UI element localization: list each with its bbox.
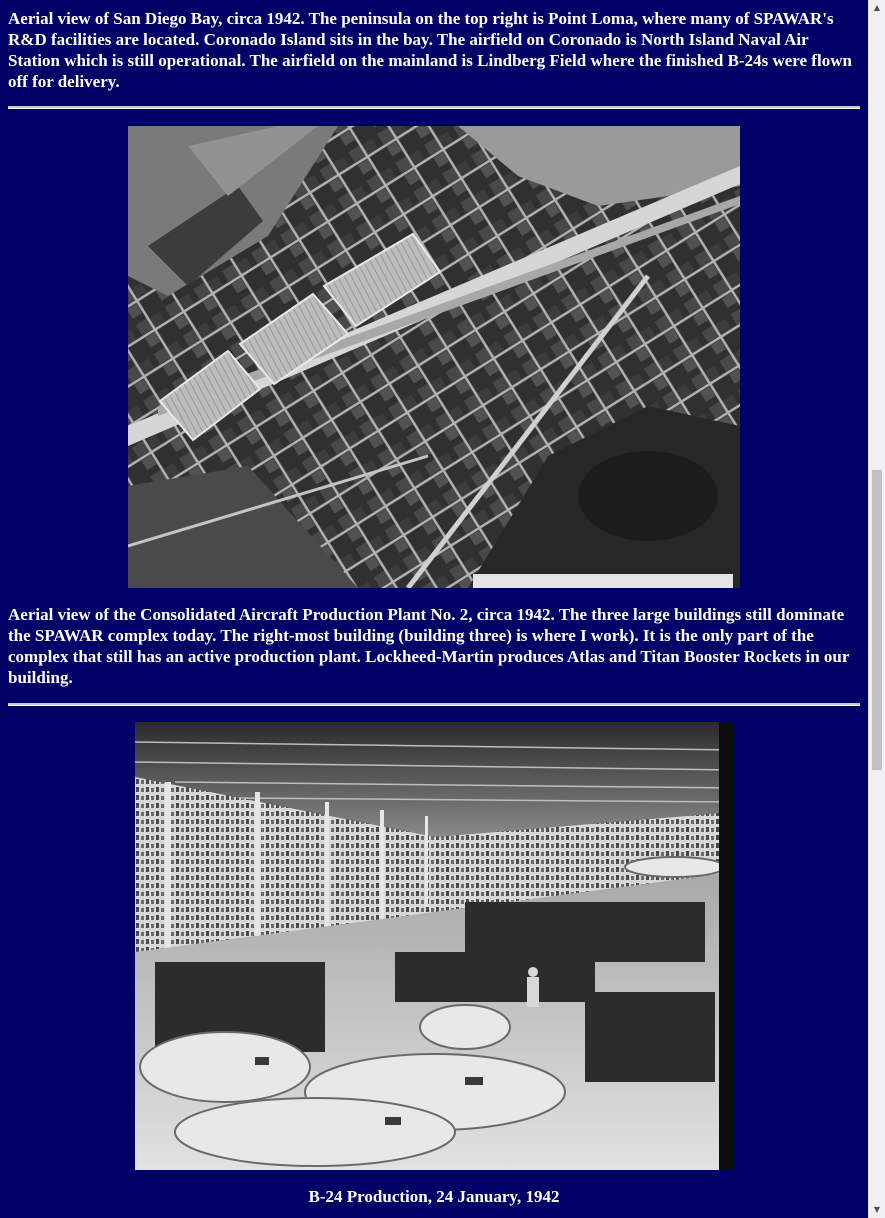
horizontal-rule bbox=[8, 703, 860, 706]
b24-production-photo bbox=[135, 722, 734, 1170]
scroll-down-arrow-icon[interactable]: ▼ bbox=[873, 1205, 881, 1214]
scroll-up-arrow-icon[interactable]: ▲ bbox=[873, 3, 881, 12]
caption-b24-production: B-24 Production, 24 January, 1942 bbox=[308, 1187, 560, 1206]
aerial-plant-photo bbox=[128, 126, 740, 588]
horizontal-rule bbox=[8, 106, 860, 109]
caption-production-plant: Aerial view of the Consolidated Aircraft Production Plant No. 2, circa 1942. The three large buildings still dominate the SPAWAR complex today. The right-most building (building three) is where I work). It is the only part of the complex that still has an active production plant. Lockheed-Martin produces Atlas and Titan Booster Rockets in our building. bbox=[8, 605, 850, 687]
vertical-scrollbar[interactable] bbox=[868, 0, 885, 1218]
caption-san-diego-bay: Aerial view of San Diego Bay, circa 1942. The peninsula on the top right is Point Loma, where many of SPAWAR's R&D facilities are located. Coronado Island sits in the bay. The airfield on Coronado is North Island Naval Air Station which is still operational. The airfield on the mainland is Lindberg Field where the finished B-24s were flown off for delivery. bbox=[8, 9, 852, 91]
scrollbar-thumb[interactable] bbox=[872, 470, 882, 770]
